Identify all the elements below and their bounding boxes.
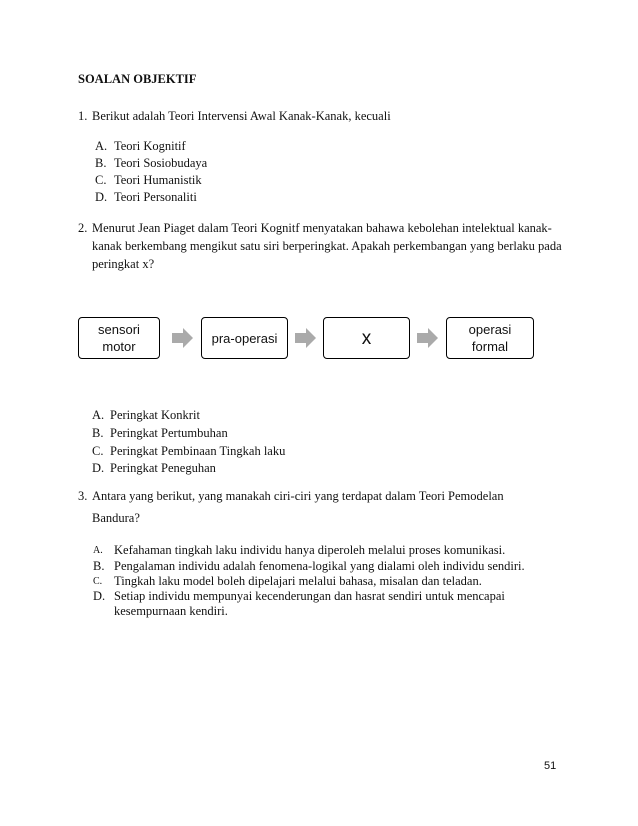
q1-number: 1. — [78, 109, 88, 123]
section-title: SOALAN OBJEKTIF — [78, 72, 197, 86]
q3-option-a-text: Kefahaman tingkah laku individu hanya diperoleh melalui proses komunikasi. — [114, 543, 506, 557]
stage-box-2-label: pra-operasi — [211, 330, 278, 346]
q3-number: 3. — [78, 489, 88, 503]
q1-option-c-text: Teori Humanistik — [114, 173, 202, 187]
q3-question-line-1: Antara yang berikut, yang manakah ciri-ciri yang terdapat dalam Teori Pemodelan — [92, 489, 504, 503]
q3-option-d-letter: D. — [93, 589, 106, 603]
q2-option-a-letter: A. — [92, 408, 105, 422]
stage-box-sensori-motor — [78, 317, 160, 359]
q2-number: 2. — [78, 221, 88, 235]
q2-option-d-text: Peringkat Peneguhan — [110, 461, 216, 475]
stage-box-operasi-formal — [446, 317, 534, 359]
q3-option-d-text: Setiap individu mempunyai kecenderungan dan hasrat sendiri untuk mencapai — [114, 589, 505, 603]
q2-question-line-3: peringkat x? — [92, 257, 155, 271]
q1-option-b-letter: B. — [95, 156, 107, 170]
q1-option-b-text: Teori Sosiobudaya — [114, 156, 208, 170]
q3-option-c-text: Tingkah laku model boleh dipelajari melalui bahasa, misalan dan teladan. — [114, 574, 482, 588]
q2-option-c-letter: C. — [92, 444, 104, 458]
stage-box-1-line-2: motor — [102, 339, 136, 354]
q2-option-b-letter: B. — [92, 426, 104, 440]
q3-option-b-letter: B. — [93, 559, 105, 573]
q3-option-b-text: Pengalaman individu adalah fenomena-logikal yang dialami oleh individu sendiri. — [114, 559, 525, 573]
q1-question: Berikut adalah Teori Intervensi Awal Kanak-Kanak, kecuali — [92, 109, 391, 123]
q2-option-a-text: Peringkat Konkrit — [110, 408, 200, 422]
q2-option-b-text: Peringkat Pertumbuhan — [110, 426, 228, 440]
q3-option-c-letter: C. — [93, 576, 103, 587]
stage-box-pra-operasi — [201, 317, 288, 359]
page-number: 51 — [544, 760, 557, 772]
right-arrow-icon — [295, 327, 317, 349]
right-arrow-icon — [417, 327, 439, 349]
q2-option-d-letter: D. — [92, 461, 105, 475]
stage-box-4-line-1: operasi — [468, 322, 512, 337]
q1-option-c-letter: C. — [95, 173, 107, 187]
right-arrow-icon — [172, 327, 194, 349]
stage-box-3-label: x — [361, 327, 372, 349]
q2-question-line-1: Menurut Jean Piaget dalam Teori Kognitf menyatakan bahawa kebolehan intelektual kanak- — [92, 221, 552, 235]
q3-question-line-2: Bandura? — [92, 511, 140, 525]
q3-option-d-text-continued: kesempurnaan kendiri. — [114, 604, 228, 618]
q2-option-c-text: Peringkat Pembinaan Tingkah laku — [110, 444, 286, 458]
q1-option-a-text: Teori Kognitif — [114, 139, 186, 153]
q1-option-d-letter: D. — [95, 190, 108, 204]
stage-box-x — [323, 317, 410, 359]
q1-option-d-text: Teori Personaliti — [114, 190, 197, 204]
stage-box-1-line-1: sensori — [98, 322, 140, 337]
stage-box-4-line-2: formal — [471, 339, 509, 354]
q1-option-a-letter: A. — [95, 139, 108, 153]
q2-question-line-2: kanak berkembang mengikut satu siri berperingkat. Apakah perkembangan yang berlaku pada — [92, 239, 562, 253]
q3-option-a-letter: A. — [93, 545, 103, 556]
